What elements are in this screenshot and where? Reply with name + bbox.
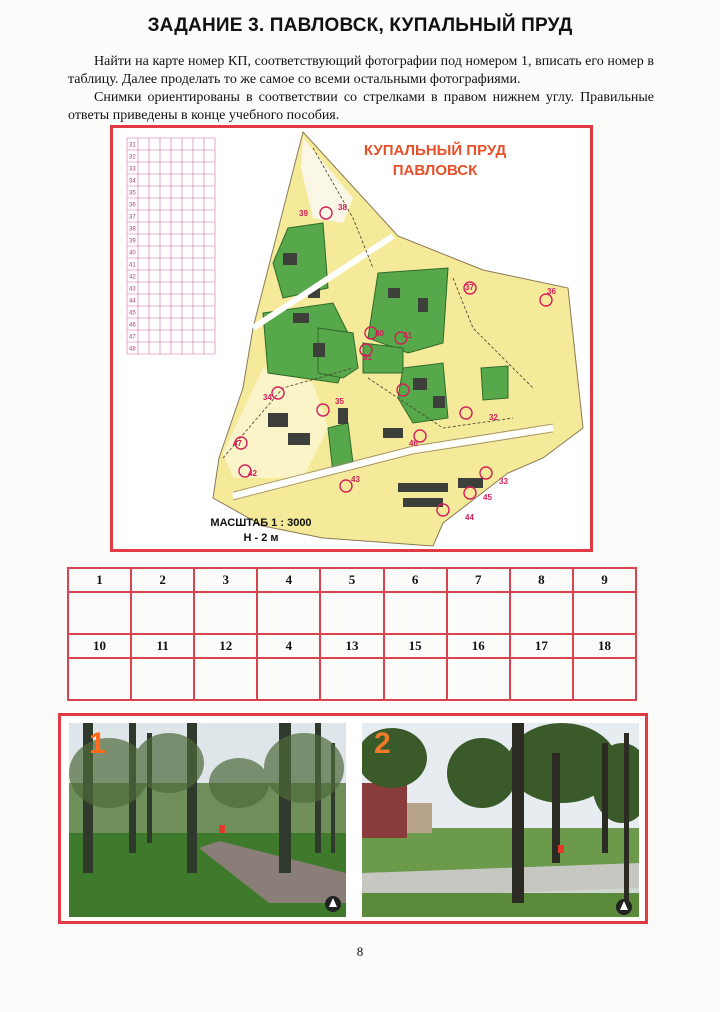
map-title-line-2: ПАВЛОВСК <box>392 162 478 179</box>
photo-number-cell: 6 <box>384 568 447 592</box>
control-point-label-44: 44 <box>465 513 474 522</box>
photo-number-cell: 7 <box>447 568 510 592</box>
map-scale: МАСШТАБ 1 : 3000 <box>210 517 312 529</box>
legend-control-number: 39 <box>129 238 136 245</box>
answer-cell[interactable] <box>510 658 573 700</box>
instruction-paragraph-1: Найти на карте номер КП, соответствующий фотографии под номером 1, вписать его номер в таблицу. Далее проделать то же самое со всеми остальными фотографиями. <box>68 54 654 87</box>
answer-cell[interactable] <box>131 592 194 634</box>
park-photo-2 <box>362 723 639 917</box>
answer-table-input-row <box>68 592 636 634</box>
map-drawing <box>113 128 590 549</box>
photo-number-cell: 15 <box>384 634 447 658</box>
control-point-label-34: 34 <box>263 393 272 402</box>
control-point-label-40: 40 <box>375 329 384 338</box>
legend-control-number: 44 <box>129 298 136 305</box>
answer-table <box>67 567 637 701</box>
map-title-line-1: КУПАЛЬНЫЙ ПРУД <box>363 142 507 159</box>
control-point-label-32: 32 <box>489 413 498 422</box>
photo-number-cell: 2 <box>131 568 194 592</box>
legend-control-number: 43 <box>129 286 136 293</box>
photo-number-cell: 18 <box>573 634 636 658</box>
control-point-label-43: 43 <box>351 475 360 484</box>
control-point-label-41: 41 <box>403 331 412 340</box>
answer-cell[interactable] <box>573 658 636 700</box>
photo-number-cell: 16 <box>447 634 510 658</box>
legend-control-number: 47 <box>129 334 136 341</box>
photo-2 <box>362 723 639 917</box>
answer-table-input-row <box>68 658 636 700</box>
map-contour-interval: Н - 2 м <box>243 532 279 544</box>
control-point-label-42: 42 <box>248 469 257 478</box>
photo-1 <box>69 723 346 917</box>
legend-control-number: 35 <box>129 190 136 197</box>
photo-number-cell: 12 <box>194 634 257 658</box>
answer-cell[interactable] <box>320 592 383 634</box>
legend-background <box>125 136 221 357</box>
answer-cell[interactable] <box>384 658 447 700</box>
control-point-label-39: 39 <box>299 209 308 218</box>
control-point-label-36: 36 <box>547 287 556 296</box>
legend-control-number: 37 <box>129 214 136 221</box>
park-photo-1 <box>69 723 346 917</box>
answer-table-header-row <box>68 634 636 658</box>
page-title: ЗАДАНИЕ 3. ПАВЛОВСК, КУПАЛЬНЫЙ ПРУД <box>147 15 573 36</box>
photo-number-cell: 13 <box>320 634 383 658</box>
photo-number-2: 2 <box>374 727 391 760</box>
answer-table-header-row <box>68 568 636 592</box>
legend-control-number: 32 <box>129 154 136 161</box>
control-point-label-47: 47 <box>233 439 242 448</box>
answer-cell[interactable] <box>510 592 573 634</box>
legend-control-number: 40 <box>129 250 136 257</box>
answer-cell[interactable] <box>68 658 131 700</box>
photo-number-cell: 10 <box>68 634 131 658</box>
control-point-label-35: 35 <box>335 397 344 406</box>
legend-control-number: 46 <box>129 322 136 329</box>
answer-cell[interactable] <box>573 592 636 634</box>
photo-number-cell: 1 <box>68 568 131 592</box>
answer-cell[interactable] <box>194 592 257 634</box>
control-point-label-46: 46 <box>409 439 418 448</box>
control-point-label-45: 45 <box>483 493 492 502</box>
legend-control-number: 42 <box>129 274 136 281</box>
orienteering-map <box>110 125 593 552</box>
control-point-label-37: 37 <box>465 283 474 292</box>
legend-control-number: 36 <box>129 202 136 209</box>
photo-number-cell: 4 <box>257 568 320 592</box>
photo-number-cell: 11 <box>131 634 194 658</box>
answer-cell[interactable] <box>384 592 447 634</box>
legend-control-number: 45 <box>129 310 136 317</box>
answer-cell[interactable] <box>257 592 320 634</box>
answer-cell[interactable] <box>68 592 131 634</box>
legend-control-number: 41 <box>129 262 136 269</box>
control-point-label-31: 31 <box>363 353 372 362</box>
photo-number-cell: 4 <box>257 634 320 658</box>
photo-number-cell: 3 <box>194 568 257 592</box>
legend-control-number: 48 <box>129 346 136 353</box>
photo-number-cell: 5 <box>320 568 383 592</box>
page-number: 8 <box>356 944 364 959</box>
answer-cell[interactable] <box>447 592 510 634</box>
photo-number-cell: 8 <box>510 568 573 592</box>
answer-cell[interactable] <box>320 658 383 700</box>
legend-control-number: 33 <box>129 166 136 173</box>
photo-number-cell: 9 <box>573 568 636 592</box>
answer-cell[interactable] <box>131 658 194 700</box>
legend-control-number: 38 <box>129 226 136 233</box>
instruction-paragraph-2: Снимки ориентированы в соответствии со стрелками в правом нижнем углу. Правильные ответы приведены в конце учебного пособия. <box>68 90 654 123</box>
legend-control-number: 34 <box>129 178 136 185</box>
photo-number-cell: 17 <box>510 634 573 658</box>
control-point-label-38: 38 <box>338 203 347 212</box>
photos-panel <box>58 713 648 924</box>
answer-cell[interactable] <box>257 658 320 700</box>
photo-number-1: 1 <box>89 727 106 760</box>
legend-control-number: 31 <box>129 142 136 149</box>
answer-cell[interactable] <box>447 658 510 700</box>
answer-cell[interactable] <box>194 658 257 700</box>
control-point-label-33: 33 <box>499 477 508 486</box>
